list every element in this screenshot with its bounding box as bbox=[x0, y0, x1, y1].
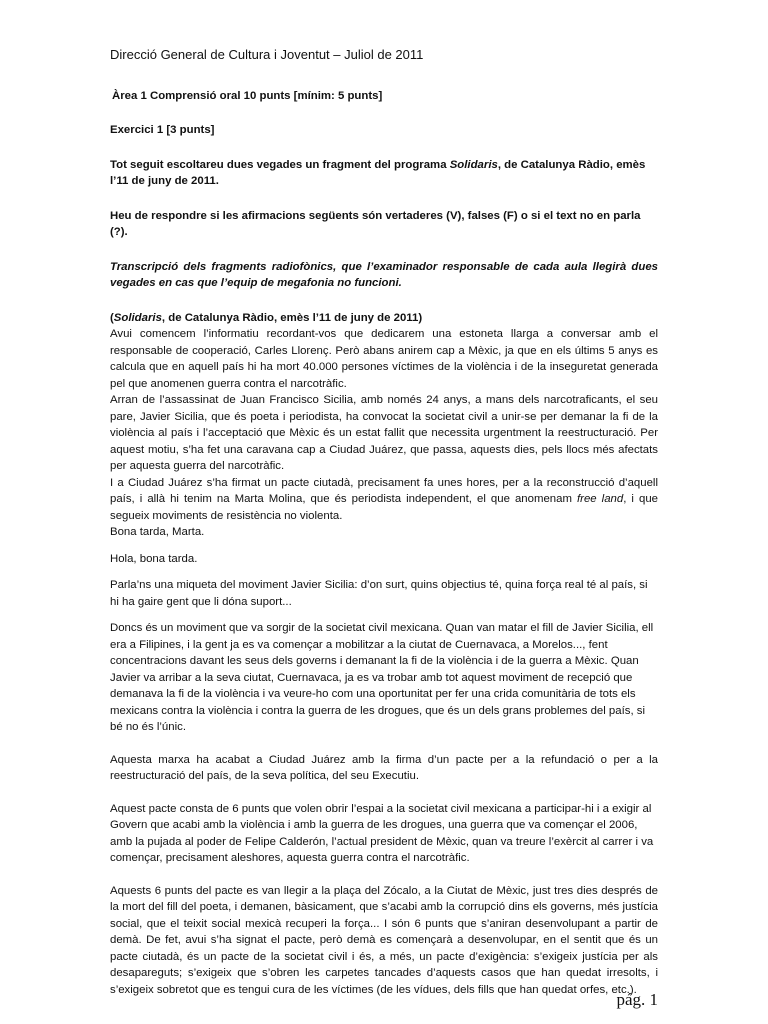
area-heading: Àrea 1 Comprensió oral 10 punts [mínim: 5 punts] bbox=[112, 89, 383, 102]
paragraph-9: Aquest pacte consta de 6 punts que volen obrir l’espai a la societat civil mexicana a participar-hi i a exigir al Govern que acabi amb la violència i amb la guerra de les drogues, una guerra que va començar el 2006, amb la pujada al poder de Felipe Calderón, l’actual president de Mèxic, quan va treure l’exèrcit al carrer i va començar, precisament aleshores, aquesta guerra contra el narcotràfic. bbox=[110, 802, 654, 864]
paragraph-7: Doncs és un moviment que va sorgir de la societat civil mexicana. Quan van matar el fill de Javier Sicilia, ell era a Filipines, i la gent ja es va començar a mobilitzar a la ciutat de Cuernavaca, a Morelos..., fent concentracions davant les seus dels governs i demanant la fi de la violència i de la guerra a Mèxic. Quan Javier va arribar a la seva ciutat, Cuernavaca, ja es va trobar amb tot aquest moviment de recepció que demanava la fi de la violència i va veure-ho com una oportunitat per fer una crida comunitària de tots els mexicans contra la violència i contra la guerra de les drogues, que és un dels grans problemes del país, si bé no és l’únic. bbox=[110, 622, 654, 733]
paragraph-8: Aquesta marxa ha acabat a Ciudad Juárez amb la firma d’un pacte per a la refundació o per a la reestructuració del país, de la seva política, del seu Executiu. bbox=[110, 753, 658, 782]
paragraph-2: Arran de l’assassinat de Juan Francisco Sicilia, amb només 24 anys, a mans dels narcotraficants, el seu pare, Javier Sicilia, que és poeta i periodista, ha convocat la societat civil a unir-se per demanar la fi de la violència al país i l’acceptació que Mèxic és un estat fallit que necessita urgentment la reestructuració. Per aquest motiu, s’ha fet una caravana cap a Ciudad Juárez, que passa, aquests dies, pels llocs més afectats per aquesta guerra del narcotràfic. bbox=[110, 394, 658, 472]
source-line: (Solidaris, de Catalunya Ràdio, emès l’11 de juny de 2011) bbox=[110, 311, 423, 324]
document-header: Direcció General de Cultura i Joventut – Juliol de 2011 bbox=[110, 47, 424, 62]
document-body bbox=[110, 47, 658, 998]
paragraph-10: Aquests 6 punts del pacte es van llegir a la plaça del Zócalo, a la Ciutat de Mèxic, just tres dies després de la mort del fill del poeta, i demanen, bàsicament, que s’acabi amb la corrupció dins els governs, més justícia social, que el teixit social mexicà recuperi la força... I són 6 punts que s’aniran desenvolupant a partir de demà. De fet, avui s’ha signat el pacte, però demà es començarà a desenvolupar, en el sentit que és un pacte ciutadà, és un pacte de la societat civil i és, a més, un pacte d’exigència: s’exigeix justícia per als desapareguts; s’exigeix que s’obren les carpetes tancades d’aquests casos que han quedat irresolts, i s’exigeix sobretot que es tengui cura de les víctimes (de les vídues, dels fills que han quedat orfes, etc.). bbox=[110, 884, 658, 996]
instruction-2: Heu de respondre si les afirmacions següents són vertaderes (V), falses (F) o si el text no en parla (?). bbox=[110, 209, 641, 238]
paragraph-4: Bona tarda, Marta. bbox=[110, 526, 205, 538]
paragraph-6: Parla’ns una miqueta del moviment Javier Sicilia: d’on surt, quins objectius té, quina força real té al país, si hi ha gaire gent que li dóna suport... bbox=[110, 579, 648, 608]
paragraph-5: Hola, bona tarda. bbox=[110, 552, 198, 565]
paragraph-3: I a Ciudad Juárez s’ha firmat un pacte ciutadà, precisament fa unes hores, per a la reconstrucció d’aquell país, i allà hi tenim na Marta Molina, que és periodista independent, el que anomenam free land, i que segueix moviments de resistència no violenta. bbox=[110, 476, 659, 522]
exercise-heading: Exercici 1 [3 punts] bbox=[110, 124, 215, 136]
page-number: pág. 1 bbox=[616, 990, 658, 1009]
instruction-1: Tot seguit escoltareu dues vegades un fragment del programa Solidaris, de Catalunya Ràdio, emès l’11 de juny de 2011. bbox=[110, 158, 646, 187]
instruction-3: Transcripció dels fragments radiofònics, que l’examinador responsable de cada aula llegirà dues vegades en cas que l’equip de megafonia no funcioni. bbox=[110, 260, 658, 289]
paragraph-1: Avui comencem l’informatiu recordant-vos que dedicarem una estoneta llarga a conversar amb el responsable de cooperació, Carles Llorenç. Però abans anirem cap a Mèxic, ja que en els últims 5 anys es calcula que en aquell país hi ha mort 40.000 persones víctimes de la violència i de la inseguretat generada pel que anomenen guerra contra el narcotràfic. bbox=[110, 328, 658, 390]
